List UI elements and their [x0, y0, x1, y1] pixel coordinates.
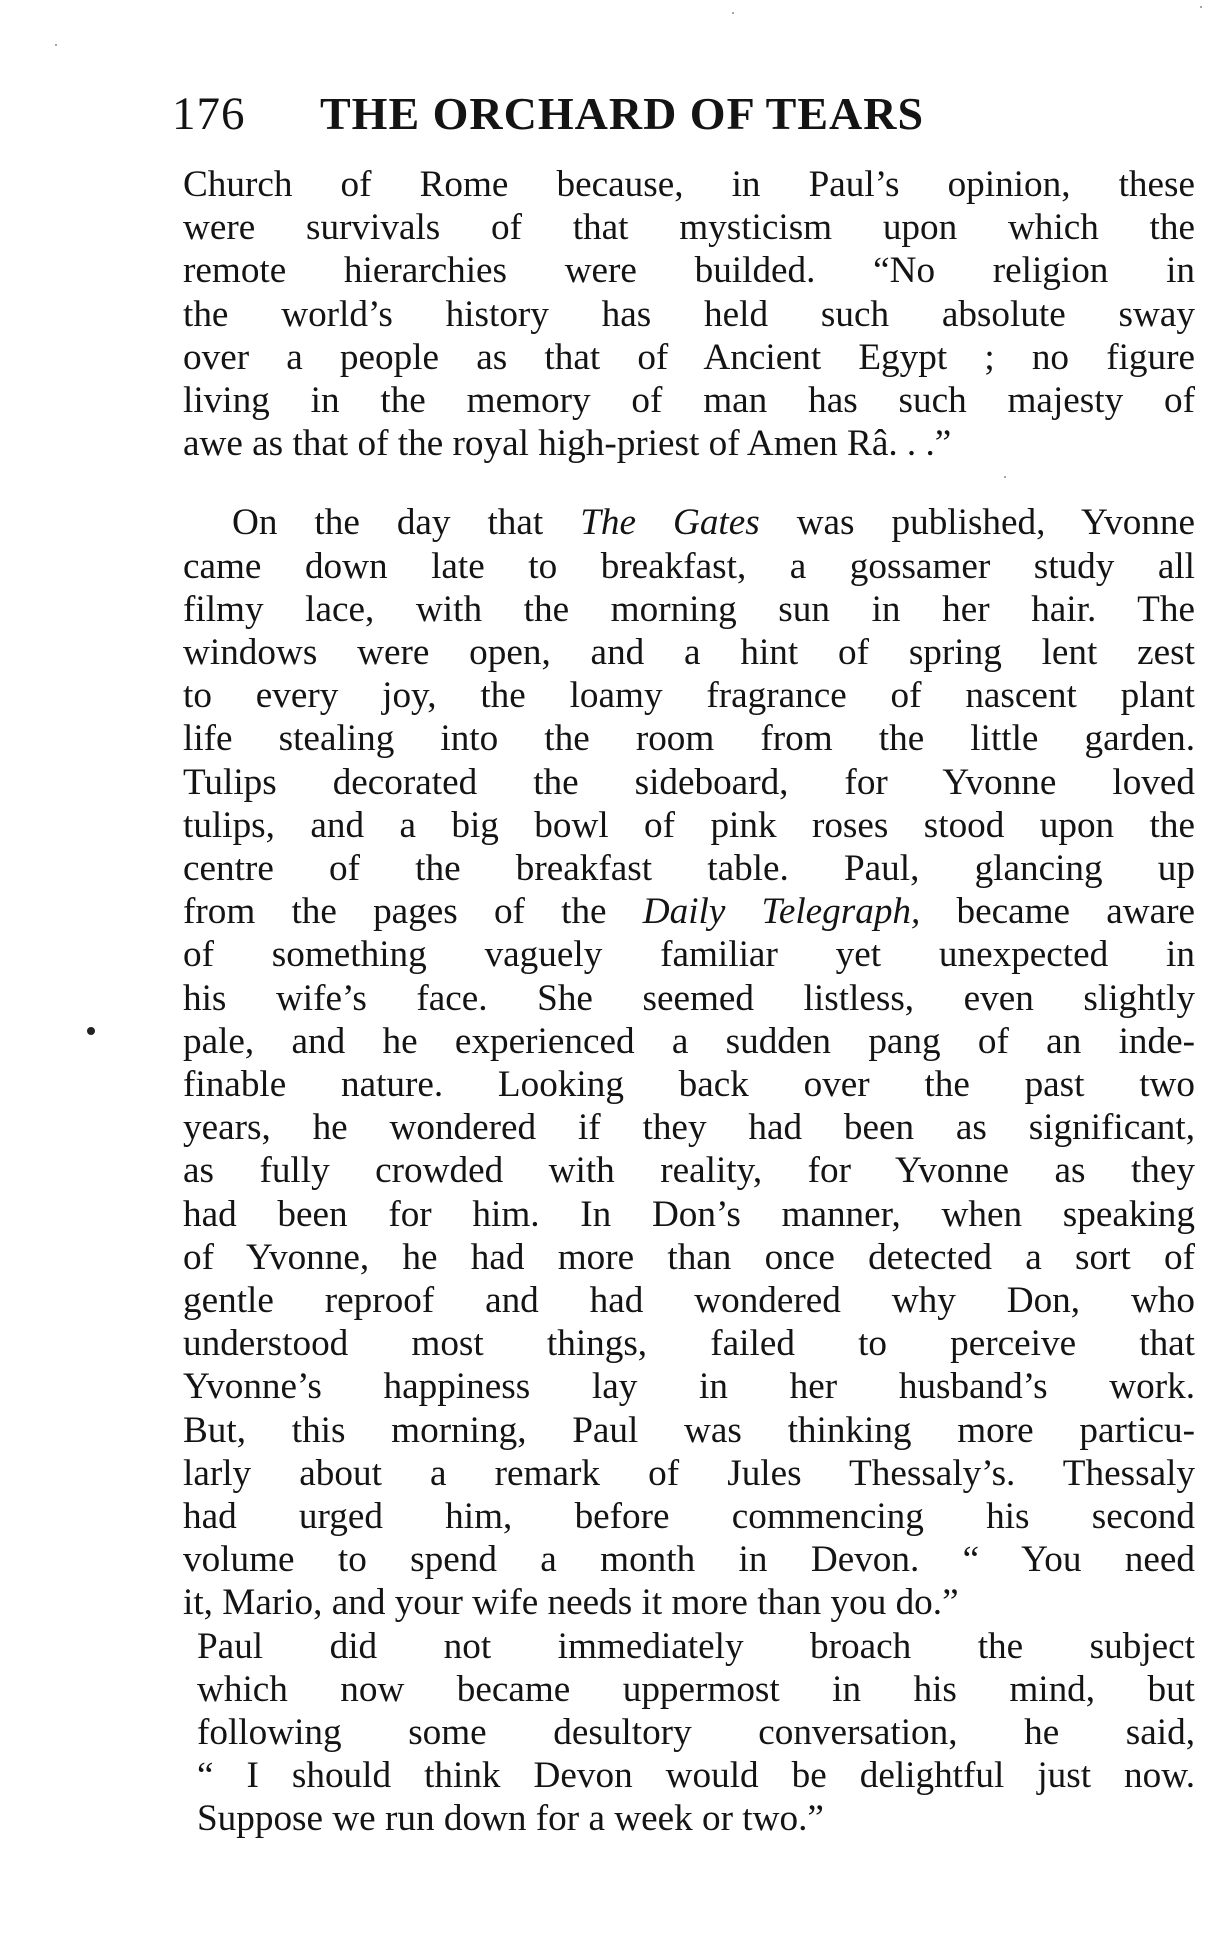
text-line	[197, 1711, 1195, 1754]
italic-title: The Gates	[580, 502, 760, 544]
text-run: over a people as that of Ancient Egypt ; no figure	[183, 336, 1195, 378]
text-line	[183, 1409, 1195, 1452]
text-run: came down late to breakfast, a gossamer study all	[183, 545, 1195, 587]
text-run: But, this morning, Paul was thinking more particu-	[183, 1409, 1195, 1451]
text-line	[183, 1149, 1195, 1192]
text-run: finable nature. Looking back over the past two	[183, 1064, 1195, 1105]
text-run: were survivals of that mysticism upon which the	[183, 207, 1195, 249]
text-run: larly about a remark of Jules Thessaly’s. Thessaly	[183, 1452, 1195, 1494]
text-line	[183, 1020, 1195, 1063]
text-run: was published, Yvonne	[759, 502, 1196, 544]
text-run: Paul did not immediately broach the subject	[197, 1625, 1195, 1667]
text-line	[183, 336, 1195, 379]
text-line	[197, 1625, 1195, 1668]
text-line	[183, 977, 1195, 1020]
text-line	[183, 1581, 1195, 1624]
scan-speck	[55, 44, 57, 46]
text-line	[183, 588, 1195, 631]
text-run: tulips, and a big bowl of pink roses stood upon the	[183, 804, 1195, 846]
text-run: had urged him, before commencing his second	[183, 1496, 1195, 1537]
text-run: life stealing into the room from the little garden.	[183, 718, 1195, 760]
text-run: of Yvonne, he had more than once detected a sort of	[183, 1236, 1195, 1278]
text-line	[197, 1754, 1195, 1797]
text-run: awe as that of the royal high-priest of Amen Râ. . .”	[183, 423, 952, 465]
text-run: windows were open, and a hint of spring lent zest	[183, 632, 1195, 673]
text-line	[183, 717, 1195, 760]
text-run: filmy lace, with the morning sun in her hair. The	[183, 588, 1195, 630]
text-line	[183, 1279, 1195, 1322]
text-run: years, he wondered if they had been as significant,	[183, 1107, 1195, 1149]
text-run: had been for him. In Don’s manner, when speaking	[183, 1193, 1195, 1235]
text-line	[197, 1668, 1195, 1711]
text-line	[197, 1797, 1195, 1840]
text-run: gentle reproof and had wondered why Don, who	[183, 1280, 1195, 1321]
page-number: 176	[172, 88, 246, 140]
text-line	[183, 847, 1195, 890]
text-line	[183, 1365, 1195, 1408]
scan-speck	[1200, 6, 1202, 8]
text-line	[183, 545, 1195, 588]
text-run: centre of the breakfast table. Paul, glancing up	[183, 848, 1195, 889]
text-run: remote hierarchies were builded. “No religion in	[183, 250, 1195, 292]
text-run: Yvonne’s happiness lay in her husband’s work.	[183, 1366, 1195, 1408]
text-run: Suppose we run down for a week or two.”	[197, 1798, 824, 1840]
text-line	[183, 890, 1195, 933]
text-line	[183, 1322, 1195, 1365]
text-line	[183, 804, 1195, 847]
text-line	[232, 501, 1195, 544]
text-run: volume to spend a month in Devon. “ You need	[183, 1539, 1195, 1581]
text-run: the world’s history has held such absolute sway	[183, 293, 1195, 335]
text-line	[183, 1063, 1195, 1106]
text-line	[183, 422, 1195, 465]
text-run: which now became uppermost in his mind, but	[197, 1668, 1195, 1710]
text-run: became aware	[920, 891, 1195, 933]
text-line	[183, 379, 1195, 422]
text-run: understood most things, failed to perceive that	[183, 1323, 1195, 1365]
text-line	[183, 674, 1195, 717]
text-line	[183, 1236, 1195, 1279]
scan-speck	[1004, 476, 1006, 478]
text-run: it, Mario, and your wife needs it more than you do.”	[183, 1582, 959, 1624]
text-line	[183, 293, 1195, 336]
text-line	[183, 249, 1195, 292]
text-line	[183, 1106, 1195, 1149]
text-run: On the day that	[232, 502, 581, 544]
text-run: living in the memory of man has such majesty of	[183, 380, 1195, 421]
text-line	[183, 933, 1195, 976]
ink-blot	[87, 1027, 95, 1035]
text-line	[183, 206, 1195, 249]
text-run: pale, and he experienced a sudden pang of an inde-	[183, 1020, 1195, 1062]
text-run: from the pages of the	[183, 891, 643, 933]
text-run: Tulips decorated the sideboard, for Yvonne loved	[183, 761, 1195, 803]
scan-speck	[732, 12, 734, 14]
text-run: to every joy, the loamy fragrance of nascent plant	[183, 675, 1195, 717]
text-line	[183, 1452, 1195, 1495]
text-line	[183, 761, 1195, 804]
running-title: THE ORCHARD OF TEARS	[320, 88, 925, 139]
text-line	[183, 1193, 1195, 1236]
text-run: as fully crowded with reality, for Yvonne as they	[183, 1150, 1195, 1192]
text-run: “ I should think Devon would be delightful just now.	[197, 1755, 1195, 1797]
text-line	[183, 1495, 1195, 1538]
italic-title: Daily Telegraph,	[642, 891, 921, 933]
text-line	[183, 1538, 1195, 1581]
text-line	[183, 163, 1195, 206]
text-run: Church of Rome because, in Paul’s opinion, these	[183, 164, 1195, 205]
text-line	[183, 631, 1195, 674]
text-run: his wife’s face. She seemed listless, even slightly	[183, 977, 1195, 1019]
text-run: of something vaguely familiar yet unexpected in	[183, 934, 1195, 976]
text-run: following some desultory conversation, he said,	[197, 1712, 1195, 1753]
